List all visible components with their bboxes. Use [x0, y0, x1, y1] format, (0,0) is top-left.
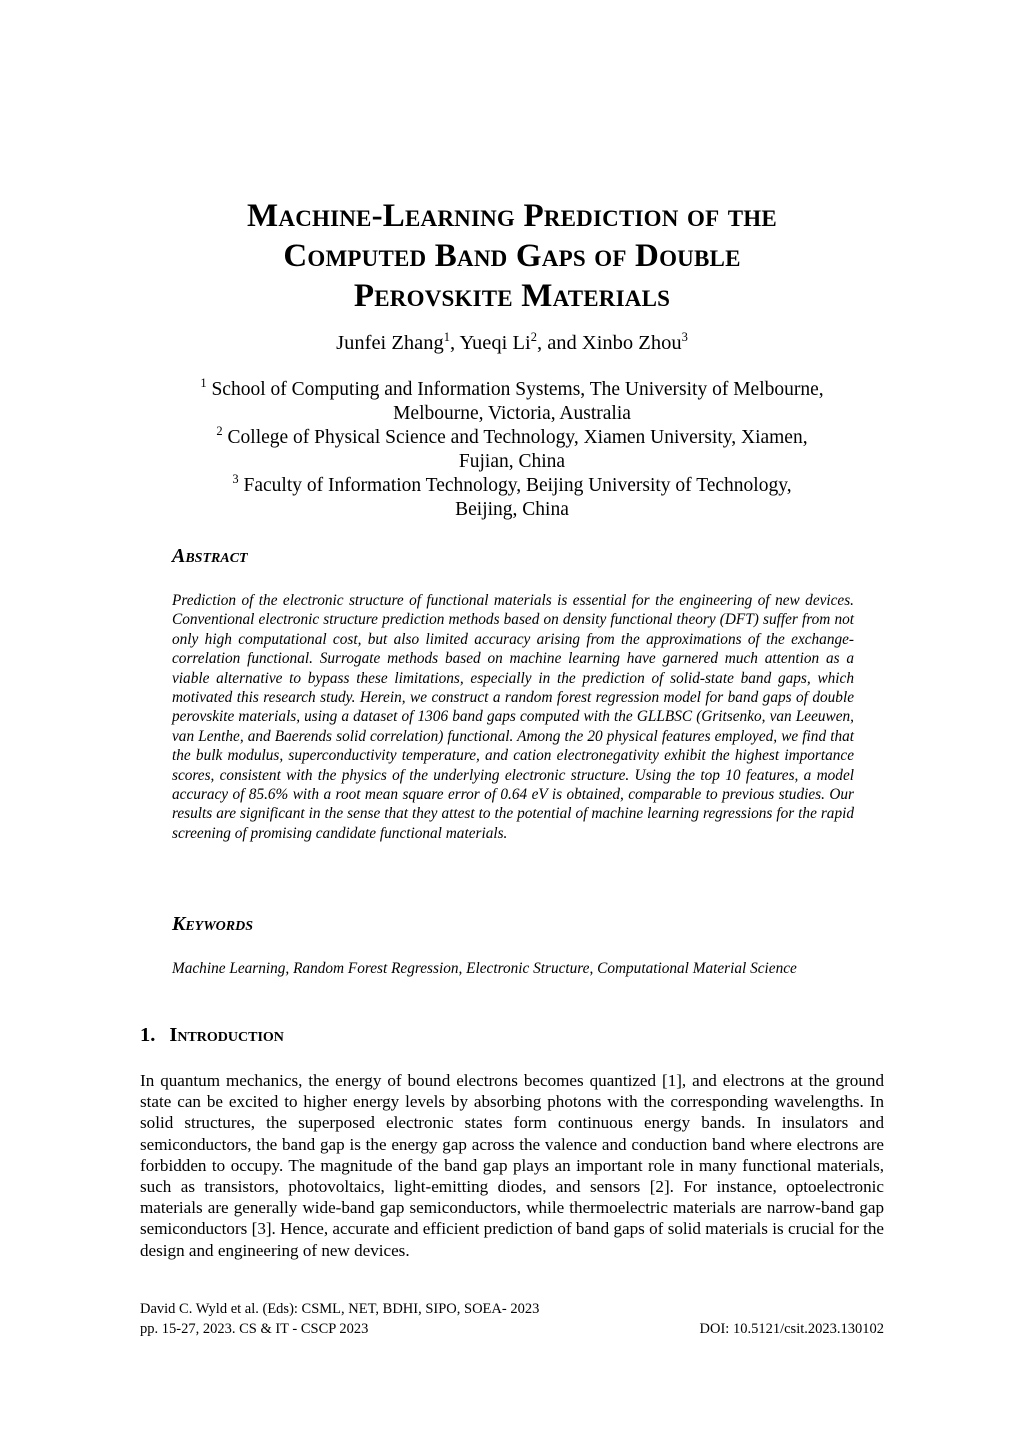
footer-pages: pp. 15-27, 2023. CS & IT - CSCP 2023: [140, 1320, 369, 1337]
paper-title: [140, 196, 884, 316]
affiliation-line: Beijing, China: [455, 499, 569, 520]
author-separator: ,: [450, 332, 460, 354]
affiliation-line: Faculty of Information Technology, Beijing University of Technology,: [243, 475, 792, 496]
author-name: Xinbo Zhou: [581, 332, 682, 354]
affiliation: [140, 378, 884, 426]
title-line: Perovskite Materials: [353, 278, 671, 314]
author-list: [140, 330, 884, 356]
abstract-text: Prediction of the electronic structure of functional materials is essential for the engineering of new devices. Conventional electronic structure prediction methods based on density functional theory (DFT) suffer from not only high computational cost, but also limited accuracy arising from the approximations of the exchange-correlation functional. Surrogate methods based on machine learning have garnered much attention as a viable alternative to bypass these limitations, especially in the prediction of solid-state band gaps, which motivated this research study. Herein, we construct a random forest regression model for band gaps of double perovskite materials, using a dataset of 1306 band gaps computed with the GLLBSC (Gritsenko, van Leeuwen, van Lenthe, and Baerends solid correlation) functional. Among the 20 physical features employed, we find that the bulk modulus, superconductivity temperature, and cation electronegativity exhibit the highest importance scores, consistent with the physics of the underlying electronic structure. Using the top 10 features, a model accuracy of 85.6% with a root mean square error of 0.64 eV is obtained, comparable to previous studies. Our results are significant in the sense that they attest to the potential of machine learning regressions for the rapid screening of promising candidate functional materials.: [172, 592, 854, 842]
affiliation-line: Melbourne, Victoria, Australia: [393, 403, 631, 424]
author-separator: , and: [536, 332, 582, 354]
author-affiliation-mark: 3: [681, 330, 688, 344]
author-affiliation-mark: 1: [443, 330, 451, 344]
author-name: Yueqi Li: [459, 332, 531, 354]
keywords-heading: Keywords: [172, 913, 254, 935]
author-affiliation-mark: 2: [530, 330, 537, 344]
section-title: Introduction: [169, 1024, 284, 1046]
affiliation-number: 3: [232, 472, 239, 486]
introduction-text: In quantum mechanics, the energy of bound electrons becomes quantized [1], and electrons at the ground state can be excited to higher energy levels by absorbing photons with the corresponding wavelengths. In solid structures, the superposed electronic states form continuous energy bands. In insulators and semiconductors, the band gap is the energy gap across the valence and conduction band where electrons are forbidden to occupy. The magnitude of the band gap plays an important role in many functional materials, such as transistors, photovoltaics, light-emitting diodes, and sensors [2]. For instance, optoelectronic materials are generally wide-band gap semiconductors, while thermoelectric materials are narrow-band gap semiconductors [3]. Hence, accurate and efficient prediction of band gaps of solid materials is crucial for the design and engineering of new devices.: [140, 1071, 884, 1260]
keywords-text: Machine Learning, Random Forest Regression, Electronic Structure, Computational Material Science: [172, 960, 797, 977]
affiliation-number: 2: [216, 424, 223, 438]
introduction-heading: [140, 1022, 284, 1048]
affiliation-list: [140, 378, 884, 522]
author-name: Junfei Zhang: [336, 332, 444, 354]
section-number: 1.: [140, 1024, 156, 1046]
affiliation-line: College of Physical Science and Technology, Xiamen University, Xiamen,: [227, 427, 808, 448]
footer-row: [140, 1320, 884, 1340]
affiliation-line: Fujian, China: [458, 451, 566, 472]
title-line: Machine-Learning Prediction of the: [247, 198, 777, 234]
affiliation: [140, 426, 884, 474]
title-line: Computed Band Gaps of Double: [283, 238, 741, 274]
footer-editors: David C. Wyld et al. (Eds): CSML, NET, BDHI, SIPO, SOEA- 2023: [140, 1301, 540, 1317]
affiliation-number: 1: [200, 376, 207, 390]
abstract-heading: Abstract: [172, 545, 248, 567]
footer-doi: DOI: 10.5121/csit.2023.130102: [699, 1320, 884, 1337]
affiliation-line: School of Computing and Information Systems, The University of Melbourne,: [211, 379, 824, 400]
affiliation: [140, 474, 884, 522]
page-footer: [140, 1300, 884, 1339]
